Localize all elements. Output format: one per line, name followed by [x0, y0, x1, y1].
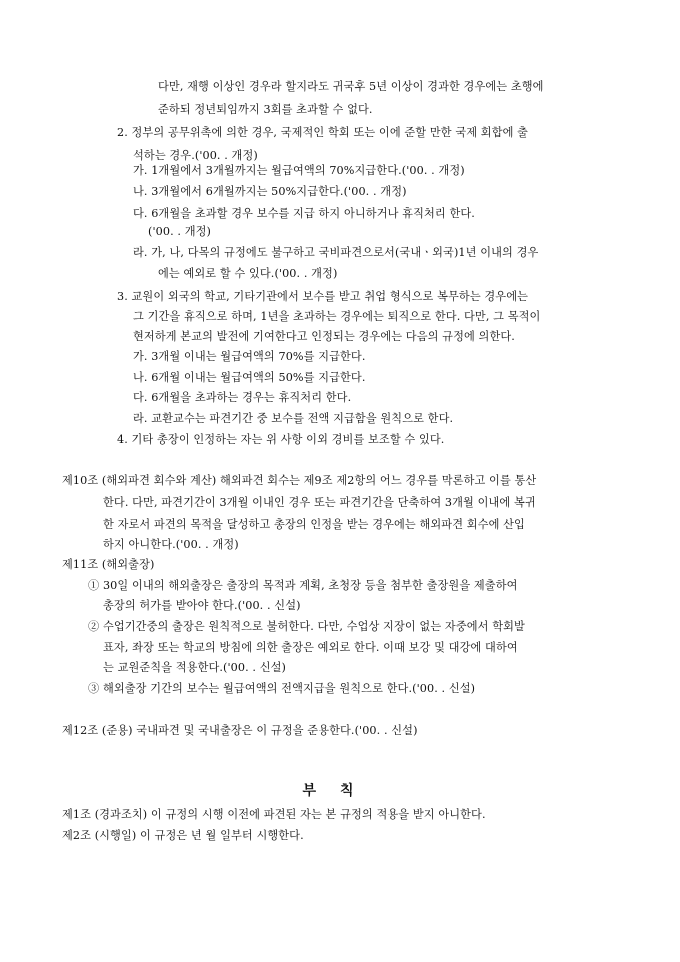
text-line: 표자, 좌장 또는 학교의 방침에 의한 출장은 예외로 한다. 이때 보강 및 대강에 대하여 — [103, 641, 518, 654]
text-line: 다만, 재행 이상인 경우라 할지라도 귀국후 5년 이상이 경과한 경우에는 초행에 — [158, 80, 544, 93]
appendix-article-2: 제2조 (시행일) 이 규정은 년 월 일부터 시행한다. — [62, 829, 304, 842]
text-line: 한 자로서 파견의 목적을 달성하고 총장의 인정을 받는 경우에는 해외파견 회수에 산입 — [103, 518, 525, 531]
text-line: 에는 예외로 할 수 있다.('00. . 개정) — [158, 267, 338, 280]
text-line: 하지 아니한다.('00. . 개정) — [103, 538, 239, 551]
text-line: 라. 가, 나, 다목의 규정에도 불구하고 국비파견으로서(국내ㆍ외국)1년 이내의 경우 — [133, 246, 539, 259]
text-line: 3. 교원이 외국의 학교, 기타기관에서 보수를 받고 취업 형식으로 복무하는 경우에는 — [117, 290, 529, 303]
appendix-title: 부칙 — [302, 783, 378, 799]
text-line: ① 30일 이내의 해외출장은 출장의 목적과 계획, 초청장 등을 첨부한 출장원을 제출하여 — [88, 579, 518, 592]
text-line: 다. 6개월을 초과하는 경우는 휴직처리 한다. — [133, 391, 352, 404]
text-line: 준하되 정년퇴임까지 3회를 초과할 수 없다. — [158, 103, 373, 116]
text-line: 현저하게 본교의 발전에 기여한다고 인정되는 경우에는 다음의 규정에 의한다. — [133, 330, 515, 343]
article-11-heading: 제11조 (해외출장) — [62, 558, 155, 571]
text-line: ('00. . 개정) — [148, 225, 211, 238]
text-line: 나. 3개월에서 6개월까지는 50%지급한다.('00. . 개정) — [133, 185, 407, 198]
text-line: 석하는 경우.('00. . 개정) — [133, 149, 258, 162]
text-line: 그 기간을 휴직으로 하며, 1년을 초과하는 경우에는 퇴직으로 한다. 다만, 그 목적이 — [133, 310, 541, 323]
text-line: 2. 정부의 공무위촉에 의한 경우, 국제적인 학회 또는 이에 준할 만한 국제 회합에 출 — [117, 126, 529, 139]
appendix-article-1: 제1조 (경과조치) 이 규정의 시행 이전에 파견된 자는 본 규정의 적용을 받지 아니한다. — [62, 808, 486, 821]
article-10-heading: 제10조 (해외파견 회수와 계산) 해외파견 회수는 제9조 제2항의 어느 경우를 막론하고 이를 통산 — [62, 474, 537, 487]
text-line: 는 교원준칙을 적용한다.('00. . 신설) — [103, 661, 287, 674]
text-line: ③ 해외출장 기간의 보수는 월급여액의 전액지급을 원칙으로 한다.('00. . 신설) — [88, 682, 476, 695]
article-12-heading: 제12조 (준용) 국내파견 및 국내출장은 이 규정을 준용한다.('00. . 신설) — [62, 724, 418, 737]
text-line: 다. 6개월을 초과할 경우 보수를 지급 하지 아니하거나 휴직처리 한다. — [133, 207, 475, 220]
text-line: 나. 6개월 이내는 월급여액의 50%를 지급한다. — [133, 371, 366, 384]
text-line: 4. 기타 총장이 인정하는 자는 위 사항 이외 경비를 보조할 수 있다. — [117, 433, 445, 446]
text-line: 가. 3개월 이내는 월급여액의 70%를 지급한다. — [133, 350, 366, 363]
text-line: 총장의 허가를 받아야 한다.('00. . 신설) — [103, 599, 301, 612]
text-line: 가. 1개월에서 3개월까지는 월급여액의 70%지급한다.('00. . 개정) — [133, 164, 465, 177]
text-line: ② 수업기간중의 출장은 원칙적으로 불허한다. 다만, 수업상 지장이 없는 자중에서 학회발 — [88, 620, 525, 633]
text-line: 한다. 다만, 파견기간이 3개월 이내인 경우 또는 파견기간을 단축하여 3개월 이내에 복귀 — [103, 496, 536, 509]
text-line: 라. 교환교수는 파견기간 중 보수를 전액 지급함을 원칙으로 한다. — [133, 412, 454, 425]
